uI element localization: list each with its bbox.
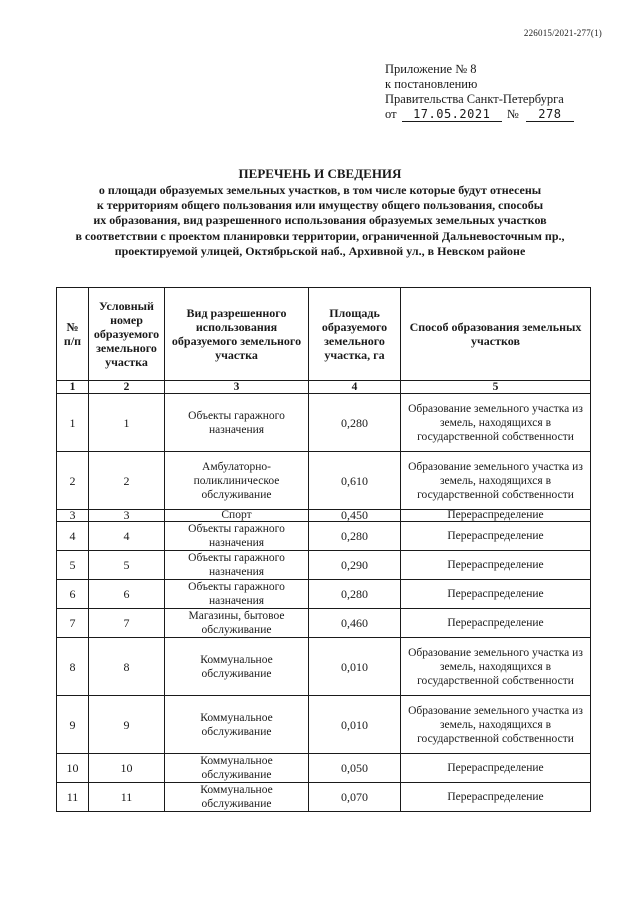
column-number: 4 xyxy=(309,381,401,394)
cell-permitted-use: Магазины, бытовое обслуживание xyxy=(165,609,309,638)
cell-area: 0,010 xyxy=(309,696,401,754)
cell-index: 5 xyxy=(57,551,89,580)
cell-permitted-use: Амбулаторно-поликлиническое обслуживание xyxy=(165,452,309,510)
cell-permitted-use: Спорт xyxy=(165,510,309,522)
cell-index: 4 xyxy=(57,522,89,551)
date-prefix: от xyxy=(385,107,397,121)
table-row xyxy=(57,783,591,812)
cell-plot-number: 8 xyxy=(89,638,165,696)
subtitle-line-5: проектируемой улицей, Октябрьской наб., Архивной ул., в Невском районе xyxy=(114,243,526,258)
appendix-line-3: Правительства Санкт-Петербурга xyxy=(385,92,564,106)
cell-formation-method: Перераспределение xyxy=(401,609,591,638)
handwritten-date: 17.05.2021 xyxy=(402,108,502,122)
cell-index: 11 xyxy=(57,783,89,812)
cell-plot-number: 7 xyxy=(89,609,165,638)
handwritten-number: 278 xyxy=(526,108,574,122)
cell-plot-number: 11 xyxy=(89,783,165,812)
cell-area: 0,280 xyxy=(309,522,401,551)
cell-index: 2 xyxy=(57,452,89,510)
subtitle-line-2: к территориям общего пользования или имуществу общего пользования, способы xyxy=(96,198,544,213)
cell-index: 3 xyxy=(57,510,89,522)
cell-permitted-use: Коммунальное обслуживание xyxy=(165,638,309,696)
cell-permitted-use: Объекты гаражного назначения xyxy=(165,580,309,609)
table-row xyxy=(57,638,591,696)
appendix-block xyxy=(385,62,605,122)
cell-index: 8 xyxy=(57,638,89,696)
cell-permitted-use: Объекты гаражного назначения xyxy=(165,522,309,551)
number-label: № xyxy=(506,107,519,121)
subtitle-line-1: о площади образуемых земельных участков, в том числе которые будут отнесены xyxy=(98,183,542,197)
table-row xyxy=(57,580,591,609)
cell-area: 0,050 xyxy=(309,754,401,783)
subtitle-line-3: их образования, вид разрешенного использования образуемых земельных участков xyxy=(93,213,547,228)
header-index: № п/п xyxy=(57,288,89,381)
table-row xyxy=(57,522,591,551)
cell-formation-method: Образование земельного участка из земель, находящихся в государственной собственности xyxy=(401,452,591,510)
cell-index: 1 xyxy=(57,394,89,452)
cell-index: 10 xyxy=(57,754,89,783)
cell-formation-method: Перераспределение xyxy=(401,754,591,783)
land-plots-table xyxy=(56,287,591,812)
cell-area: 0,280 xyxy=(309,394,401,452)
cell-permitted-use: Коммунальное обслуживание xyxy=(165,754,309,783)
cell-formation-method: Образование земельного участка из земель, находящихся в государственной собственности xyxy=(401,638,591,696)
cell-index: 9 xyxy=(57,696,89,754)
cell-area: 0,010 xyxy=(309,638,401,696)
cell-area: 0,460 xyxy=(309,609,401,638)
table-header-row xyxy=(57,288,591,381)
table-row xyxy=(57,394,591,452)
column-number: 2 xyxy=(89,381,165,394)
cell-index: 6 xyxy=(57,580,89,609)
table-row xyxy=(57,510,591,522)
cell-plot-number: 5 xyxy=(89,551,165,580)
cell-area: 0,450 xyxy=(309,510,401,522)
column-number-row xyxy=(57,381,591,394)
cell-formation-method: Перераспределение xyxy=(401,510,591,522)
header-formation-method: Способ образования земельных участков xyxy=(401,288,591,381)
header-plot-number: Условный номер образуемого земельного участка xyxy=(89,288,165,381)
cell-formation-method: Образование земельного участка из земель, находящихся в государственной собственности xyxy=(401,394,591,452)
title-block xyxy=(40,166,600,259)
column-number: 1 xyxy=(57,381,89,394)
cell-permitted-use: Коммунальное обслуживание xyxy=(165,783,309,812)
cell-area: 0,280 xyxy=(309,580,401,609)
page-title: ПЕРЕЧЕНЬ И СВЕДЕНИЯ xyxy=(238,166,402,181)
cell-plot-number: 3 xyxy=(89,510,165,522)
cell-formation-method: Перераспределение xyxy=(401,522,591,551)
column-number: 3 xyxy=(165,381,309,394)
subtitle-line-4: в соответствии с проектом планировки территории, ограниченной Дальневосточным пр., xyxy=(75,228,565,243)
cell-formation-method: Перераспределение xyxy=(401,551,591,580)
cell-plot-number: 4 xyxy=(89,522,165,551)
cell-area: 0,610 xyxy=(309,452,401,510)
header-permitted-use: Вид разрешенного использования образуемого земельного участка xyxy=(165,288,309,381)
appendix-date-line xyxy=(385,107,605,122)
cell-formation-method: Перераспределение xyxy=(401,783,591,812)
table-row xyxy=(57,551,591,580)
cell-area: 0,290 xyxy=(309,551,401,580)
column-number: 5 xyxy=(401,381,591,394)
table-row xyxy=(57,754,591,783)
document-id: 226015/2021-277(1) xyxy=(523,28,602,38)
cell-permitted-use: Объекты гаражного назначения xyxy=(165,394,309,452)
cell-permitted-use: Коммунальное обслуживание xyxy=(165,696,309,754)
table-row xyxy=(57,609,591,638)
cell-plot-number: 2 xyxy=(89,452,165,510)
table-row xyxy=(57,696,591,754)
cell-plot-number: 1 xyxy=(89,394,165,452)
cell-plot-number: 6 xyxy=(89,580,165,609)
cell-area: 0,070 xyxy=(309,783,401,812)
cell-plot-number: 10 xyxy=(89,754,165,783)
appendix-line-1: Приложение № 8 xyxy=(385,62,477,76)
cell-index: 7 xyxy=(57,609,89,638)
appendix-line-2: к постановлению xyxy=(385,77,478,91)
header-area: Площадь образуемого земельного участка, га xyxy=(309,288,401,381)
cell-plot-number: 9 xyxy=(89,696,165,754)
table-row xyxy=(57,452,591,510)
cell-formation-method: Перераспределение xyxy=(401,580,591,609)
cell-formation-method: Образование земельного участка из земель, находящихся в государственной собственности xyxy=(401,696,591,754)
cell-permitted-use: Объекты гаражного назначения xyxy=(165,551,309,580)
